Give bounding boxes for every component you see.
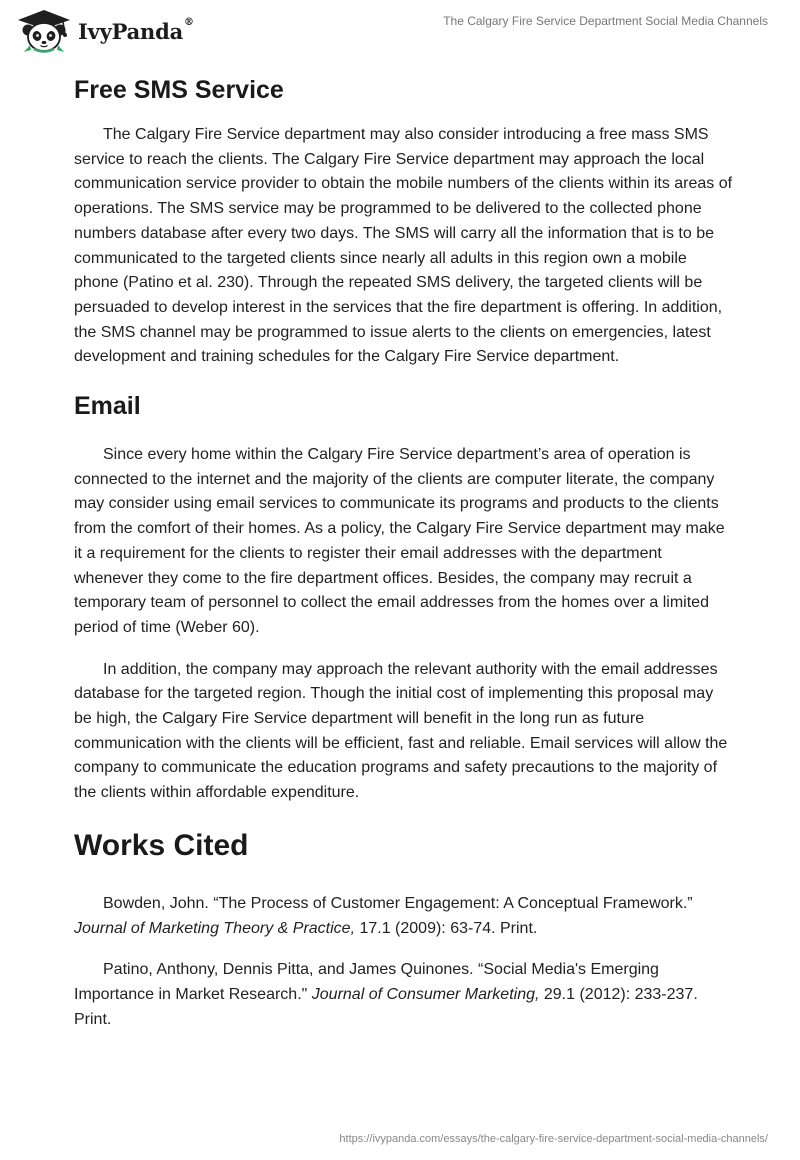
registered-mark: ®: [184, 16, 194, 28]
brand-name: IvyPanda®: [78, 16, 194, 44]
heading-email: Email: [74, 392, 141, 421]
heading-works-cited: Works Cited: [74, 828, 249, 862]
paragraph-email-2: In addition, the company may approach the relevant authority with the email addresses database for the targeted region. Though the initial cost of implementing this proposal may be high, the Calgary Fire Service department will benefit in the long run as future communication with the clients will be efficient, fast and reliable. Email services will allow the company to communicate the education programs and safety precautions to the majority of the clients within affordable expenditure.: [74, 660, 728, 802]
document-title: The Calgary Fire Service Department Social Media Channels: [443, 14, 768, 28]
page-header: [0, 0, 800, 64]
paragraph-email-1: Since every home within the Calgary Fire Service department’s area of operation is connected to the internet and the majority of the clients are computer literate, the company may consider using email services to communicate its programs and products to the clients from the comfort of their homes. As a policy, the Calgary Fire Service department may make it a requirement for the clients to register their email addresses with the department whenever they come to the fire department offices. Besides, the company may recruit a temporary team of personnel to collect the email addresses from the homes over a limited period of time (Weber 60).: [74, 446, 725, 636]
panda-graduate-icon: [16, 8, 72, 54]
citation-entry: Bowden, John. “The Process of Customer Engagement: A Conceptual Framework.” Journal of Marketing Theory & Practice, 17.1 (2009): 63-74. Print.: [74, 894, 693, 937]
citation-journal: Journal of Consumer Marketing,: [311, 985, 540, 1003]
citation-journal: Journal of Marketing Theory & Practice,: [74, 919, 356, 937]
essay-content: [74, 70, 734, 1032]
paragraph-sms: The Calgary Fire Service department may also consider introducing a free mass SMS service to reach the clients. The Calgary Fire Service department may approach the local communication service provider to obtain the mobile numbers of the clients within its areas of operations. The SMS service may be programmed to be delivered to the collected phone numbers database after every two days. The SMS will carry all the information that is to be communicated to the targeted clients since nearly all adults in this region own a mobile phone (Patino et al. 230). Through the repeated SMS delivery, the targeted clients will be persuaded to develop interest in the services that the fire department is offering. In addition, the SMS channel may be programmed to issue alerts to the clients on emergencies, latest development and training schedules for the Calgary Fire Service department.: [74, 126, 733, 366]
citation-entry: Patino, Anthony, Dennis Pitta, and James Quinones. “Social Media's Emerging Importance in Market Research." Journal of Consumer Marketing, 29.1 (2012): 233-237. Print.: [74, 961, 698, 1028]
ivypanda-logo[interactable]: [16, 8, 194, 54]
heading-free-sms-service: Free SMS Service: [74, 76, 284, 104]
source-url[interactable]: https://ivypanda.com/essays/the-calgary-fire-service-department-social-media-channels/: [339, 1133, 768, 1145]
